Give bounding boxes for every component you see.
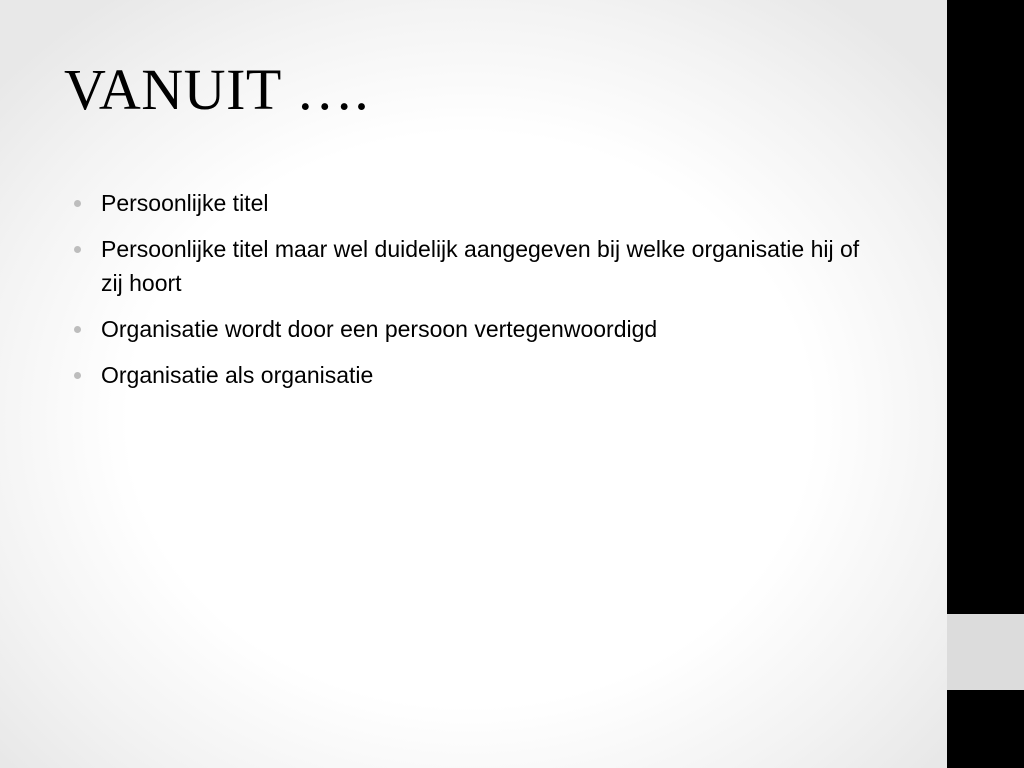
bullet-item — [74, 186, 874, 220]
bullet-item — [74, 232, 874, 300]
side-bar-accent — [947, 614, 1024, 690]
bullet-dot-icon — [74, 326, 81, 333]
bullet-text: Organisatie wordt door een persoon vertegenwoordigd — [101, 316, 658, 342]
bullet-list — [74, 186, 874, 404]
bullet-text: Organisatie als organisatie — [101, 362, 374, 388]
bullet-dot-icon — [74, 246, 81, 253]
bullet-text: Persoonlijke titel maar wel duidelijk aangegeven bij welke organisatie hij of zij hoort — [101, 236, 860, 296]
bullet-text: Persoonlijke titel — [101, 190, 269, 216]
slide-title: VANUIT …. — [64, 57, 370, 122]
bullet-item — [74, 312, 874, 346]
bullet-dot-icon — [74, 372, 81, 379]
bullet-dot-icon — [74, 200, 81, 207]
bullet-item — [74, 358, 874, 392]
